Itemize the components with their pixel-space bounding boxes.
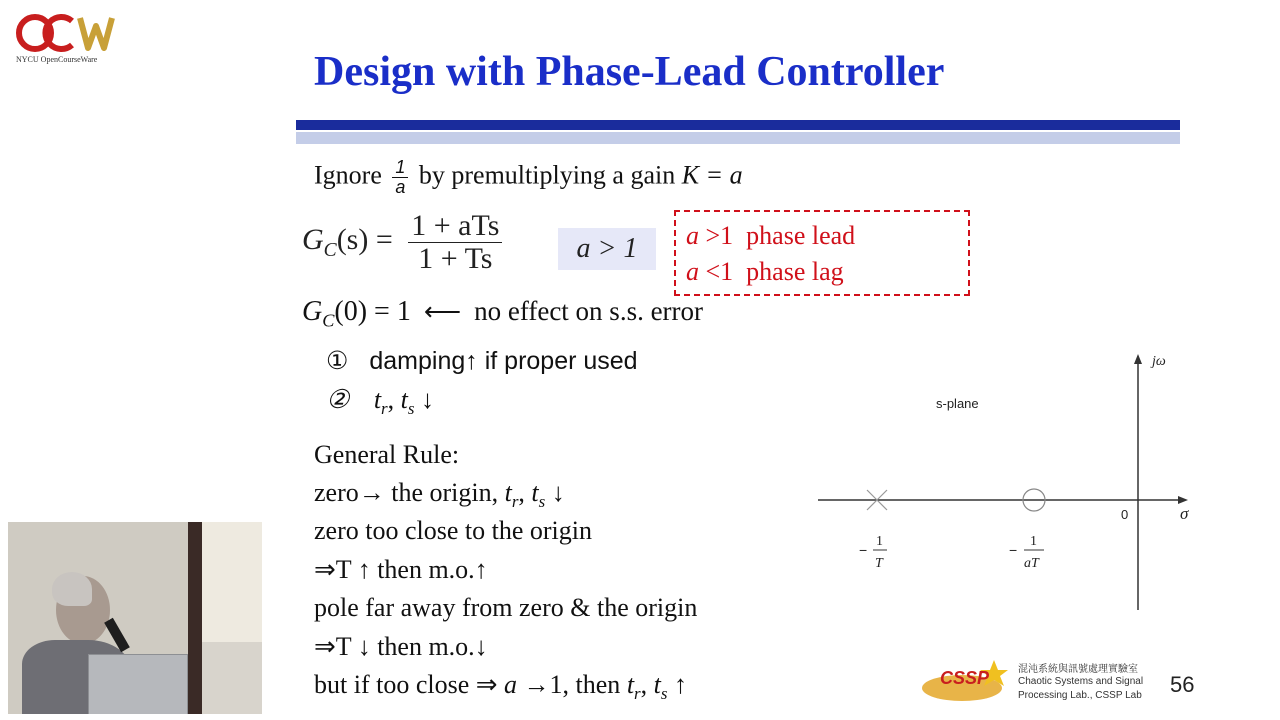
video-dark-panel xyxy=(188,522,202,714)
rule-line-2: zero too close to the origin xyxy=(314,516,592,545)
lab-name-line-1: Chaotic Systems and Signal xyxy=(1018,676,1144,687)
lecturer-hair xyxy=(52,572,92,606)
pole-label-minus: − xyxy=(859,542,868,558)
rule-line-5: ⇒T ↓ then m.o.↓ xyxy=(314,632,488,661)
zero-label-den: aT xyxy=(1024,556,1039,571)
transfer-function: $G_C(s)$ = $\frac{\text{1 + aTs}}{1 + Ts}$ xyxy=(302,210,506,274)
rule-line-1: zero→ the origin, $t_r$, $t_s$ ↓ xyxy=(314,478,565,512)
jw-axis-label: jω xyxy=(1152,354,1166,369)
video-screen xyxy=(202,522,262,642)
lab-chinese-name: 混沌系統與訊號處理實驗室 xyxy=(1018,664,1138,675)
transfer-fraction: $\frac{\text{1 + aTs}}{1 + Ts}$ xyxy=(408,210,502,274)
title-underline-dark xyxy=(296,120,1180,130)
ignore-line: Ignore $\frac{1}{a}$ by premultiplying a gain K = a xyxy=(314,157,743,197)
zero-label-minus: − xyxy=(1009,542,1018,558)
legend-row-lag: a <1 phase lag xyxy=(686,257,844,286)
ocw-caption: NYCU OpenCourseWare xyxy=(16,55,98,64)
lecturer-video xyxy=(8,522,262,714)
s-plane-label: s-plane xyxy=(936,396,979,411)
circled-two-icon: ② xyxy=(326,384,350,414)
ocw-logo xyxy=(14,12,124,63)
one-over-a-fraction: $\frac{1}{a}$ xyxy=(392,158,408,197)
zero-label-num: 1 xyxy=(1030,534,1037,549)
rule-line-4: pole far away from zero & the origin xyxy=(314,593,698,622)
legend-row-lead: a >1 phase lead xyxy=(686,221,856,250)
imaginary-axis-arrowhead xyxy=(1134,354,1142,364)
phase-legend-box xyxy=(674,210,970,296)
effect-item-1: ① damping↑ if proper used xyxy=(326,347,638,375)
laptop xyxy=(88,654,188,714)
down-arrow-icon: ↓ xyxy=(420,385,434,414)
cssp-logo-text: CSSP xyxy=(940,668,990,688)
pole-label-num: 1 xyxy=(876,534,883,549)
page-title: Design with Phase-Lead Controller xyxy=(314,49,945,95)
cssp-logo xyxy=(920,658,1014,704)
ocw-logo-graphic xyxy=(14,12,124,58)
pole-label-den: T xyxy=(875,556,883,571)
circled-one-icon: ① xyxy=(326,347,349,375)
page-number: 56 xyxy=(1170,672,1195,697)
real-axis-arrowhead xyxy=(1178,496,1188,504)
rule-heading: General Rule: xyxy=(314,440,460,469)
origin-label: 0 xyxy=(1121,507,1129,522)
s-plane-plot xyxy=(810,352,1200,614)
rule-line-6: but if too close ⇒ a →1, then $t_r$, $t_s$ ↑ xyxy=(314,670,687,704)
left-arrow-icon: ⟵ xyxy=(423,297,462,326)
dc-gain-line: $G_C(0) = 1$ ⟵ no effect on s.s. error xyxy=(302,296,704,331)
condition-box: a > 1 xyxy=(558,228,656,270)
sigma-axis-label: σ xyxy=(1180,504,1189,523)
effect-item-2: ② $t_r$, $t_s$ ↓ xyxy=(326,384,434,419)
lab-name-line-2: Processing Lab., CSSP Lab xyxy=(1018,690,1142,701)
rule-line-3: ⇒T ↑ then m.o.↑ xyxy=(314,555,488,584)
title-underline-light xyxy=(296,132,1180,144)
